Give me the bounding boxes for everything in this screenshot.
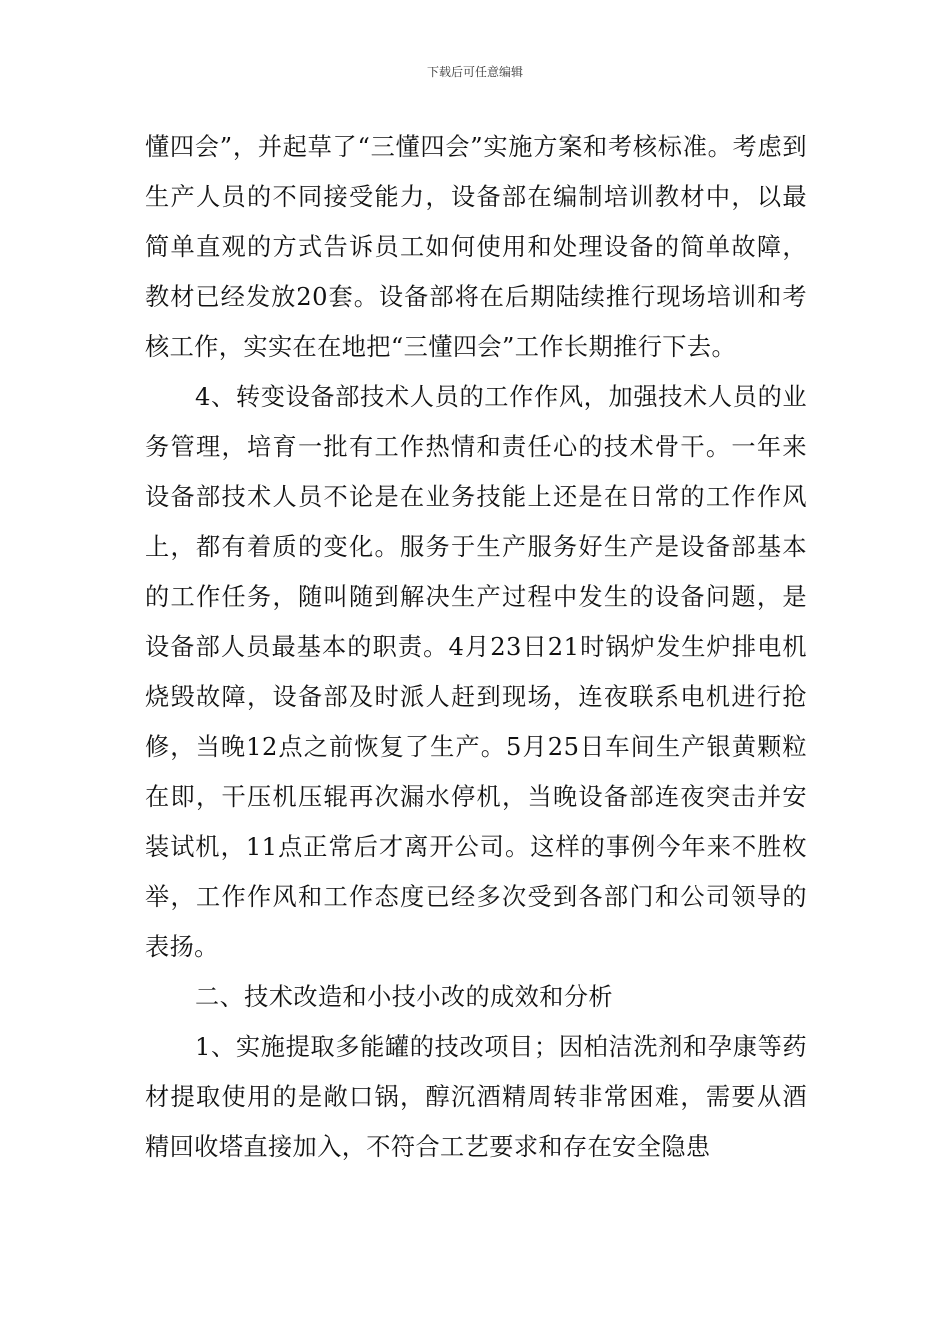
paragraph-item-1: 1、实施提取多能罐的技改项目；因柏洁洗剂和孕康等药材提取使用的是敞口锅，醇沉酒精周转非常困难，需要从酒精回收塔直接加入，不符合工艺要求和存在安全隐患 [145, 1033, 807, 1161]
section-heading: 二、技术改造和小技小改的成效和分析 [195, 983, 613, 1011]
paragraph-continuation: 懂四会”，并起草了“三懂四会”实施方案和考核标准。考虑到生产人员的不同接受能力，设备部在编制培训教材中，以最简单直观的方式告诉员工如何使用和处理设备的简单故障，教材已经发放20套。设备部将在后期陆续推行现场培训和考核工作，实实在在地把“三懂四会”工作长期推行下去。 [145, 133, 807, 361]
page-header-note: 下载后可任意编辑 [426, 65, 523, 79]
document-body [145, 122, 807, 1172]
paragraph-item-4: 4、转变设备部技术人员的工作作风，加强技术人员的业务管理，培育一批有工作热情和责任心的技术骨干。一年来设备部技术人员不论是在业务技能上还是在日常的工作作风上，都有着质的变化。服务于生产服务好生产是设备部基本的工作任务，随叫随到解决生产过程中发生的设备问题，是设备部人员最基本的职责。4月23日21时锅炉发生炉排电机烧毁故障，设备部及时派人赶到现场，连夜联系电机进行抢修，当晚12点之前恢复了生产。5月25日车间生产银黄颗粒在即，干压机压辊再次漏水停机，当晚设备部连夜突击并安装试机，11点正常后才离开公司。这样的事例今年来不胜枚举，工作作风和工作态度已经多次受到各部门和公司领导的表扬。 [145, 383, 807, 961]
